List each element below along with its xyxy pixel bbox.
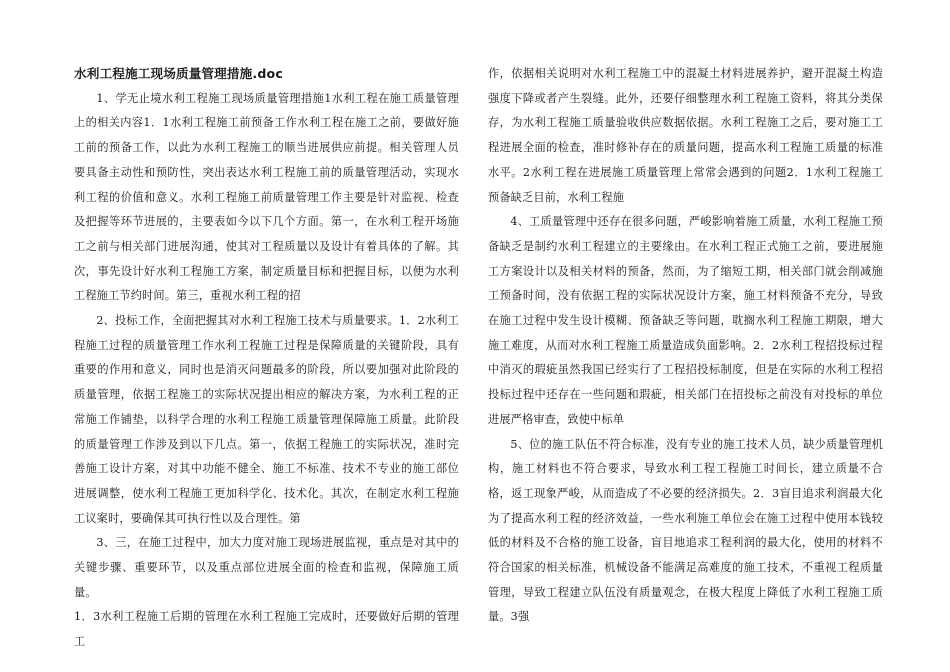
right-column <box>488 62 883 630</box>
paragraph-1: 1、学无止境水利工程施工现场质量管理措施1水利工程在施工质量管理上的相关内容1．1水利工程施工前预备工作水利工程在施工之前，要做好施工前的预备工作，以此为水利工程施工的顺当进展供应前提。相关管理人员要具备主动性和预防性，突出表达水利工程施工前的质量管理活动，实现水利工程的价值和意义。水利工程施工前质量管理工作主要是针对监视、检查及把握等环节进展的，主要表如今以下几个方面。第一，在水利工程开场施工之前与相关部门进展沟通，使其对工程质量以及设计有着具体的了解。其次，事先设计好水利工程施工方案，制定质量目标和把握目标，以便为水利工程施工节约时间。第三，重视水利工程的招 <box>74 91 459 303</box>
paragraph-3: 3、三，在施工过程中，加大力度对施工现场进展监视，重点是对其中的关键步骤、重要环节，以及重点部位进展全面的检查和监视，保障施工质量。 <box>74 536 459 599</box>
paragraph-4: 1．3水利工程施工后期的管理在水利工程施工完成时，还要做好后期的管理工 <box>74 610 459 649</box>
left-column <box>74 62 459 655</box>
paragraph-6: 4、工质量管理中还存在很多问题，严峻影响着施工质量，水利工程施工预备缺乏是制约水利工程建立的主要缘由。在水利工程正式施工之前，要进展施工方案设计以及相关材料的预备，然而，为了缩短工期，相关部门就会削减施工预备时间，没有依据工程的实际状况设计方案，施工材料预备不充分，导致在施工过程中发生设计模糊、预备缺乏等问题，耽搁水利工程施工期限，增大施工难度，从而对水利工程施工质量造成负面影响。2．2水利工程招投标过程中消灭的瑕疵虽然我国已经实行了工程招投标制度，但是在实际的水利工程招投标过程中还存在一些问题和瑕疵，相关部门在招投标之前没有对投标的单位进展严格审查，致使中标单 <box>488 215 883 426</box>
paragraph-2: 2、投标工作，全面把握其对水利工程施工技术与质量要求。1．2水利工程施工过程的质量管理工作水利工程施工过程是保障质量的关键阶段，具有重要的作用和意义，同时也是消灭问题最多的阶段，所以要加强对此阶段的质量管理，依据工程施工的实际状况提出相应的解决方案，为水利工程的正常施工作铺垫，以科学合理的水利工程施工质量管理保障施工质量。此阶段的质量管理工作涉及到以下几点。第一，依据工程施工的实际状况，准时完善施工设计方案，对其中功能不健全、施工不标准、技术不专业的施工部位进展调整，使水利工程施工更加科学化、技术化。其次，在制定水利工程施工议案时，要确保其可执行性以及合理性。第 <box>74 314 459 525</box>
document-title: 水利工程施工现场质量管理措施.doc <box>74 66 283 81</box>
paragraph-7: 5、位的施工队伍不符合标准，没有专业的施工技术人员，缺少质量管理机构，施工材料也不符合要求，导致水利工程工程施工时间长，建立质量不合格，返工现象严峻，从而造成了不必要的经济损失。2．3盲目追求利润最大化为了提高水利工程的经济效益，一些水利施工单位会在施工过程中使用本钱较低的材料及不合格的施工设备，盲目地追求工程利润的最大化，使用的材料不符合国家的相关标准，机械设备不能满足高难度的施工技术，不重视工程质量管理，导致工程建立队伍没有质量观念，在极大程度上降低了水利工程施工质量。3强 <box>488 437 883 624</box>
paragraph-5: 作，依据相关说明对水利工程施工中的混凝土材料进展养护，避开混凝土构造强度下降或者产生裂缝。此外，还要仔细整理水利工程施工资料，将其分类保存，为水利工程施工质量验收供应数据依据。水利工程施工之后，要对施工工程进展全面的检查，准时修补存在的质量问题，提高水利工程施工质量的标准水平。2水利工程在进展施工质量管理上常常会遇到的问题2．1水利工程施工预备缺乏目前，水利工程施 <box>488 67 883 204</box>
